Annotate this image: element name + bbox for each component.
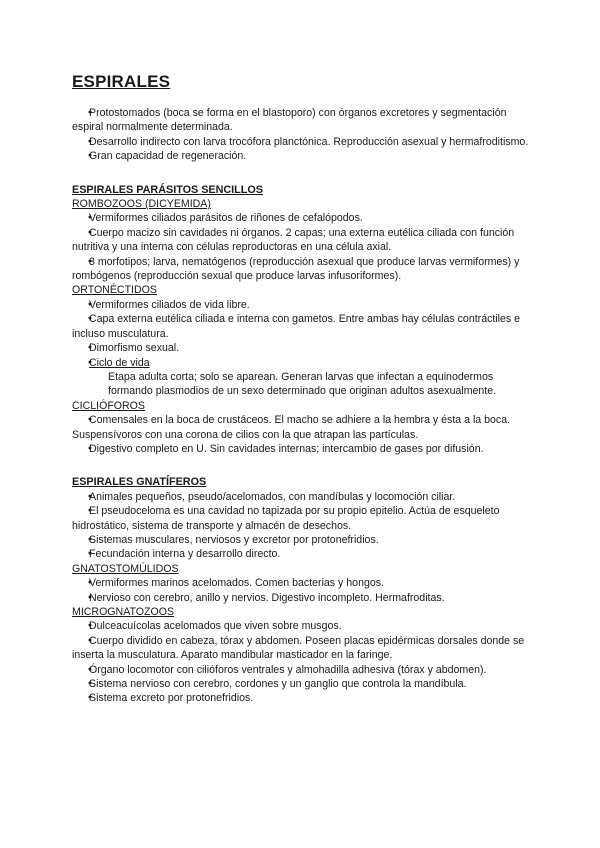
cicloforos-list (72, 413, 530, 456)
list-item: ● Sistema nervioso con cerebro, cordones y un ganglio que controla la mandíbula. (72, 677, 530, 691)
list-item: ● Vermiformes ciliados de vida libre. (72, 298, 530, 312)
list-item: ● Comensales en la boca de crustáceos. El macho se adhiere a la hembra y ésta a la boca. Suspensívoros con una corona de cilios con la que atrapan las partículas. (72, 413, 530, 442)
subsection-heading-ortonectidos: ORTONÉCTIDOS (72, 284, 157, 297)
list-item: ● Cuerpo macizo sin cavidades ni órganos. 2 capas; una externa eutélica ciliada con función nutritiva y una interna con células reproductoras en una célula axial. (72, 226, 530, 255)
list-item: ● Dimorfismo sexual. (72, 341, 530, 355)
document-body (72, 106, 530, 706)
list-item: ● Gran capacidad de regeneración. (72, 149, 530, 163)
list-item: ● Protostomados (boca se forma en el blastoporo) con órganos excretores y segmentación espiral normalmente determinada. (72, 106, 530, 135)
subsection-heading-gnatostomulidos: GNATOSTOMÚLIDOS (72, 562, 179, 575)
section-heading-parasitos: ESPIRALES PARÁSITOS SENCILLOS (72, 183, 263, 196)
list-item: ● Sistema excreto por protonefridios. (72, 691, 530, 705)
list-item: ● Órgano locomotor con cilióforos ventrales y almohadilla adhesiva (tórax y abdomen). (72, 663, 530, 677)
gnatostomulidos-list (72, 576, 530, 605)
list-item: ● Vermiformes ciliados parásitos de riñones de cefalópodos. (72, 211, 530, 225)
subsection-heading-rombozoos: ROMBOZOOS (DICYEMIDA) (72, 198, 211, 211)
list-item: ● Sistemas musculares, nerviosos y excretor por protonefridios. (72, 533, 530, 547)
list-item: ● Animales pequeños, pseudo/acelomados, con mandíbulas y locomoción ciliar. (72, 490, 530, 504)
rombozoos-list (72, 211, 530, 283)
list-item: ● Capa externa eutélica ciliada e interna con gametos. Entre ambas hay células contráctiles e incluso musculatura. (72, 312, 530, 341)
list-item: ● Cuerpo dividido en cabeza, tórax y abdomen. Poseen placas epidérmicas dorsales donde se inserta la musculatura. Aparato mandibular masticador en la faringe. (72, 634, 530, 663)
list-item: ● Desarrollo indirecto con larva trocófora planctónica. Reproducción asexual y hermafroditismo. (72, 135, 530, 149)
ciclo-de-vida-label: Ciclo de vida (89, 356, 150, 369)
micrognatozoos-list (72, 619, 530, 705)
page-title: ESPIRALES (72, 72, 171, 91)
subsection-heading-cicloforos: CICLIÓFOROS (72, 399, 145, 412)
list-item: ● El pseudoceloma es una cavidad no tapizada por su propio epitelio. Actúa de esqueleto hidrostático, sistema de transporte y almacén de desechos. (72, 504, 530, 533)
intro-list (72, 106, 530, 164)
gnatiferos-list (72, 490, 530, 562)
list-item: ● 3 morfotipos; larva, nematógenos (reproducción asexual que produce larvas vermiformes) y rombógenos (reproducción sexual que produce larvas infusoriformes). (72, 255, 530, 284)
ciclo-de-vida-text: Etapa adulta corta; solo se aparean. Generan larvas que infectan a equinodermos formando plasmodios de un sexo determinado que originan adultos asexualmente. (108, 370, 497, 398)
ortonectidos-list (72, 298, 530, 370)
subsection-heading-micrognatozoos: MICROGNATOZOOS (72, 606, 175, 618)
list-item: ● Fecundación interna y desarrollo directo. (72, 547, 530, 561)
list-item-ciclo-de-vida (72, 356, 530, 370)
section-heading-gnatiferos: ESPIRALES GNATÍFEROS (72, 476, 207, 489)
list-item: ● Vermiformes marinos acelomados. Comen bacterias y hongos. (72, 576, 530, 590)
list-item: ● Nervioso con cerebro, anillo y nervios. Digestivo incompleto. Hermafroditas. (72, 591, 530, 605)
list-item: ● Digestivo completo en U. Sin cavidades internas; intercambio de gases por difusión. (72, 442, 530, 456)
list-item: ● Dulceacuícolas acelomados que viven sobre musgos. (72, 619, 530, 633)
